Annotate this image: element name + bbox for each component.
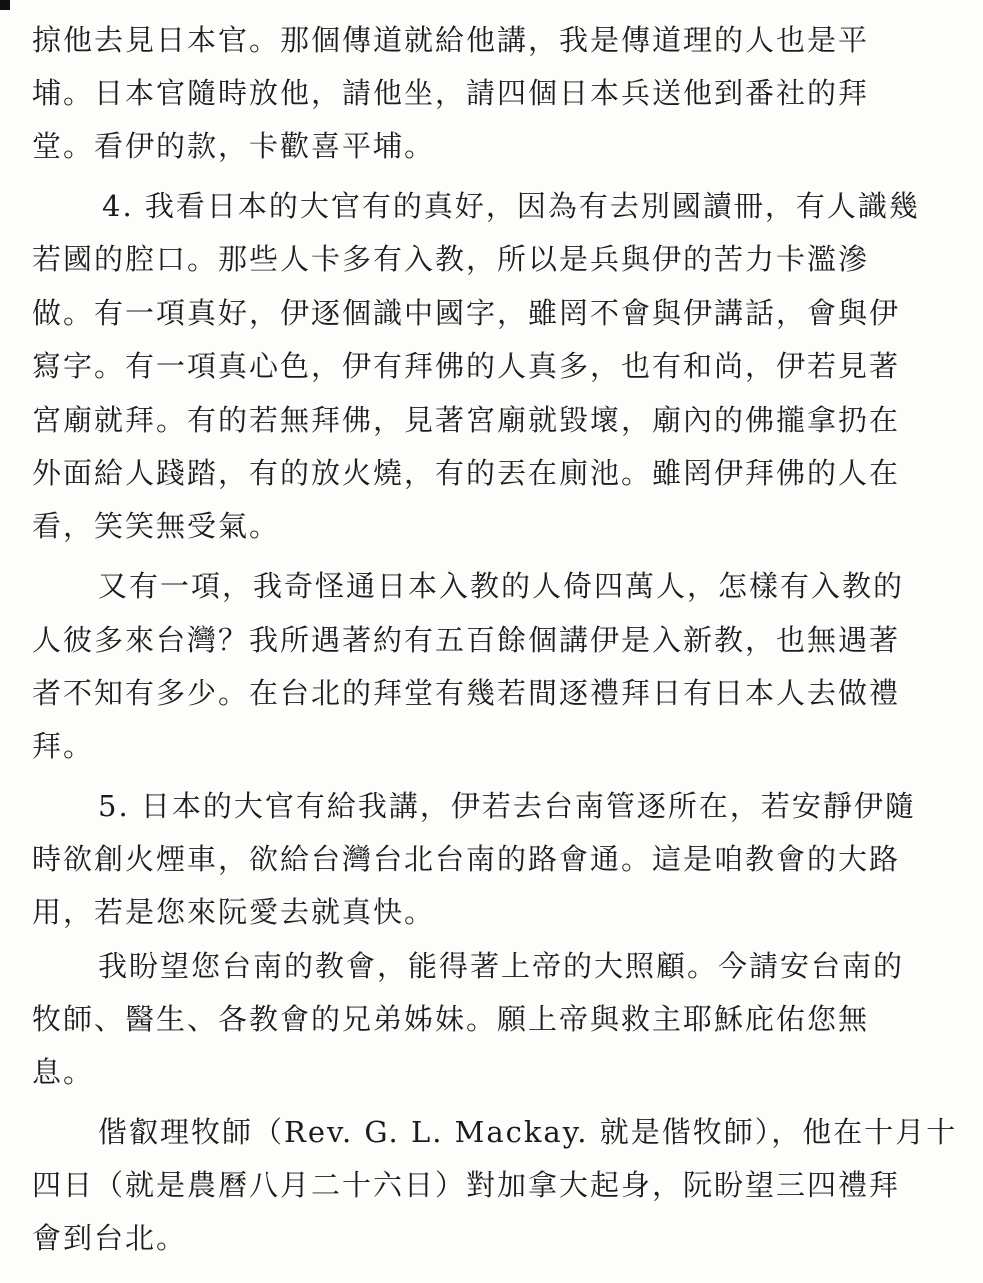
text-line: 5. 日本的大官有給我講，伊若去台南管逐所在，若安靜伊隨 [98, 789, 916, 823]
text-line: 息。 [32, 1055, 95, 1089]
text-line: 做。有一項真好，伊逐個識中國字，雖罔不會與伊講話，會與伊 [32, 296, 901, 330]
text-line: 又有一項，我奇怪通日本入教的人倚四萬人，怎樣有入教的 [98, 569, 905, 603]
text-line: 掠他去見日本官。那個傳道就給他講，我是傳道理的人也是平 [32, 23, 870, 57]
text-line: 會到台北。 [32, 1221, 188, 1255]
text-line: 堂。看伊的款，卡歡喜平埔。 [32, 129, 436, 163]
text-line: 者不知有多少。在台北的拜堂有幾若間逐禮拜日有日本人去做禮 [32, 676, 901, 710]
text-line: 若國的腔口。那些人卡多有入教，所以是兵與伊的苦力卡濫滲 [32, 242, 870, 276]
text-line: 時欲創火煙車，欲給台灣台北台南的路會通。這是咱教會的大路 [32, 842, 901, 876]
text-line: 牧師、醫生、各教會的兄弟姊妹。願上帝與救主耶穌庇佑您無 [32, 1002, 870, 1036]
text-line: 4. 我看日本的大官有的真好，因為有去別國讀冊，有人識幾 [102, 189, 920, 223]
text-line: 寫字。有一項真心色，伊有拜佛的人真多，也有和尚，伊若見著 [32, 349, 901, 383]
text-line: 用，若是您來阮愛去就真快。 [32, 895, 436, 929]
text-line: 宮廟就拜。有的若無拜佛，見著宮廟就毀壞，廟內的佛攏拿扔在 [32, 403, 901, 437]
scan-edge-mark [0, 0, 10, 10]
text-line: 偕叡理牧師（Rev. G. L. Mackay. 就是偕牧師），他在十月十 [98, 1115, 958, 1149]
text-line: 外面給人踐踏，有的放火燒，有的丟在廁池。雖罔伊拜佛的人在 [32, 456, 901, 490]
text-line: 人彼多來台灣？我所遇著約有五百餘個講伊是入新教，也無遇著 [32, 623, 901, 657]
text-line: 看，笑笑無受氣。 [32, 509, 281, 543]
text-line: 拜。 [32, 729, 95, 763]
text-line: 四日（就是農曆八月二十六日）對加拿大起身，阮盼望三四禮拜 [32, 1168, 901, 1202]
text-line: 埔。日本官隨時放他，請他坐，請四個日本兵送他到番社的拜 [32, 76, 870, 110]
text-line: 我盼望您台南的教會，能得著上帝的大照顧。今請安台南的 [98, 949, 905, 983]
